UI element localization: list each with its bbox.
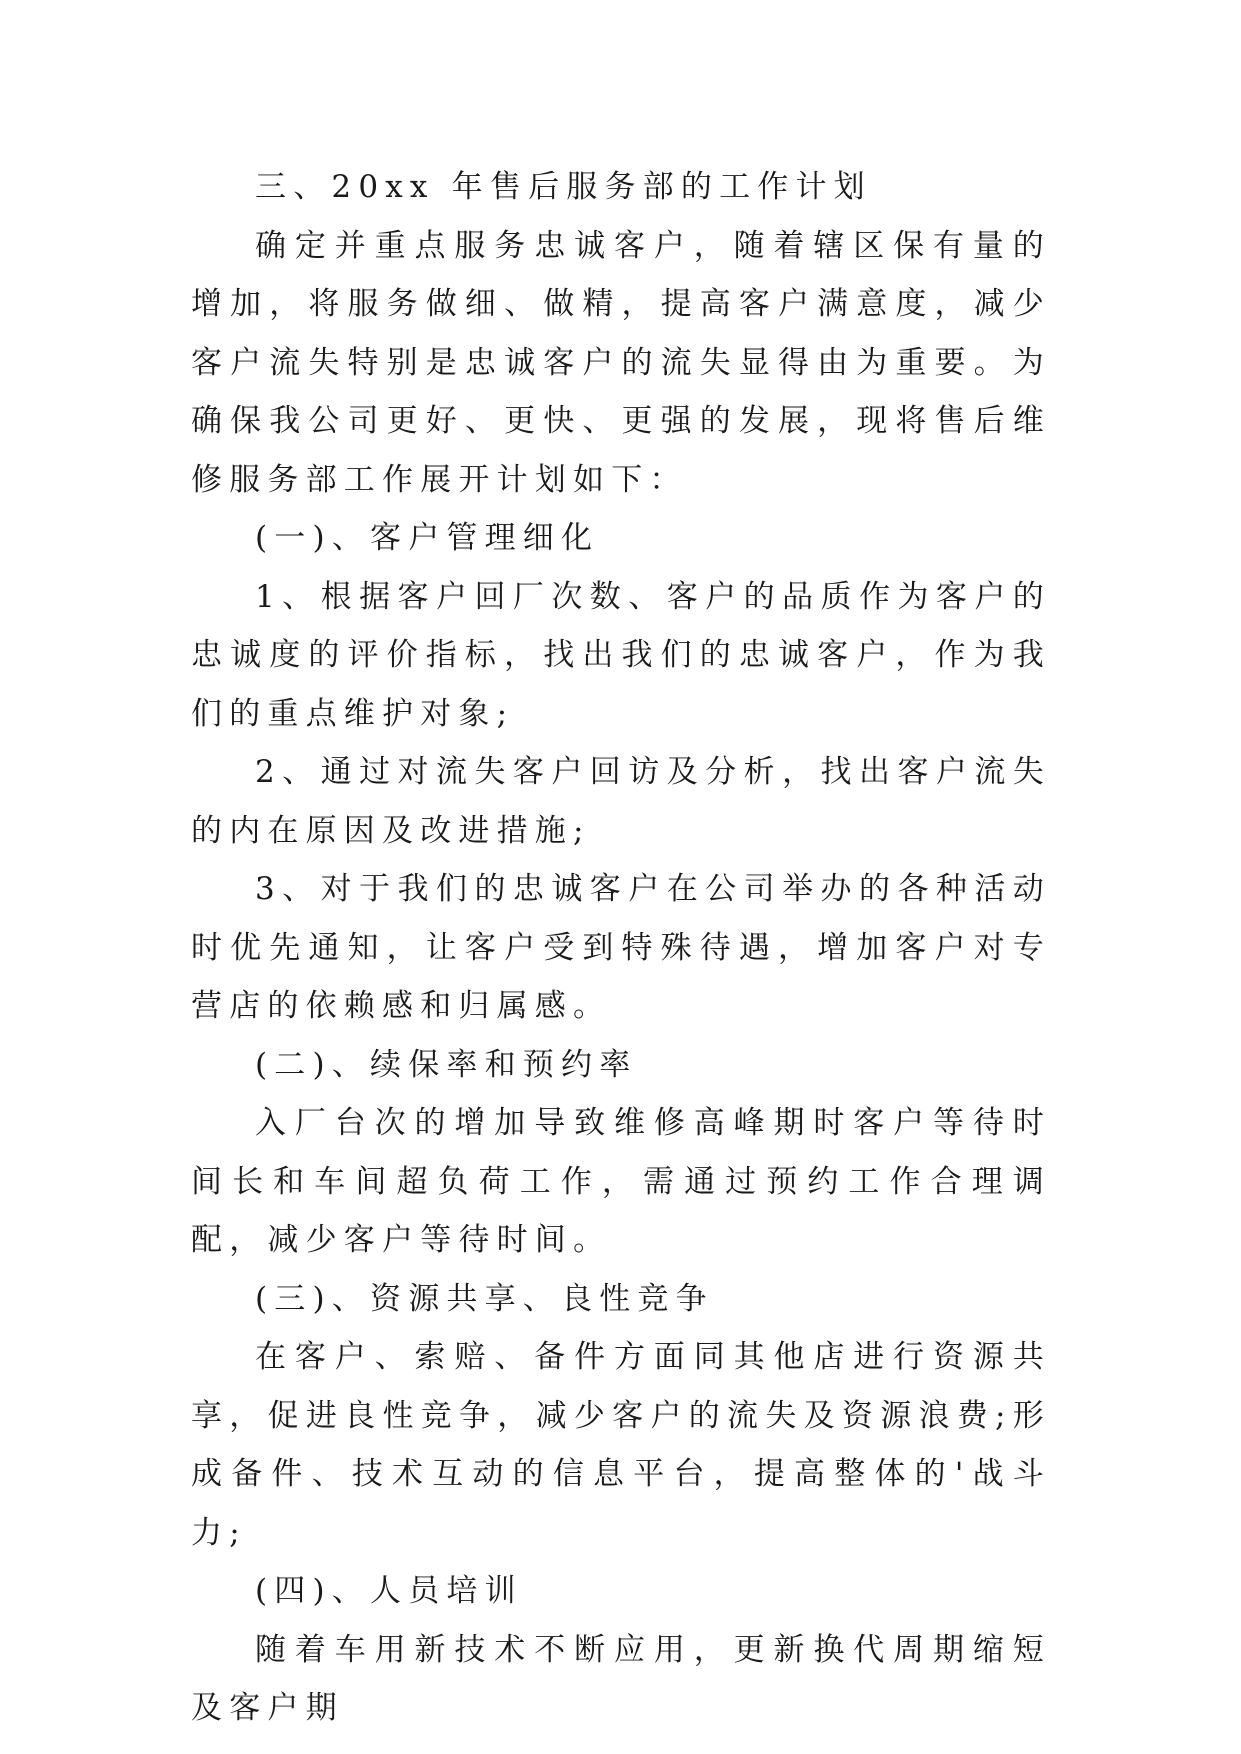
subsection-heading: (四)、人员培训 [255,1573,523,1609]
body-paragraph: 确定并重点服务忠诚客户，随着辖区保有量的增加，将服务做细、做精，提高客户满意度，减少客户流失特别是忠诚客户的流失显得由为重要。为确保我公司更好、更快、更强的发展，现将售后维修服务部工作展开计划如下： [191,227,1051,498]
document-body [191,158,1051,1738]
subsection-heading: (二)、续保率和预约率 [255,1046,638,1083]
body-paragraph: 随着车用新技术不断应用，更新换代周期缩短及客户期 [191,1631,1051,1726]
list-item: 2、通过对流失客户回访及分析，找出客户流失的内在原因及改进措施; [191,754,1051,849]
subsection-heading: (一)、客户管理细化 [255,520,600,556]
list-item: 1、根据客户回厂次数、客户的品质作为客户的忠诚度的评价指标，找出我们的忠诚客户，作为我们的重点维护对象; [191,578,1051,732]
body-paragraph: 入厂台次的增加导致维修高峰期时客户等待时间长和车间超负荷工作，需通过预约工作合理调配，减少客户等待时间。 [191,1105,1051,1258]
subsection-heading: (三)、资源共享、良性竞争 [255,1280,714,1317]
section-heading: 三、20xx 年售后服务部的工作计划 [255,169,872,205]
body-paragraph: 在客户、索赔、备件方面同其他店进行资源共享，促进良性竞争，减少客户的流失及资源浪费;形成备件、技术互动的信息平台，提高整体的'战斗力; [191,1339,1051,1551]
list-item: 3、对于我们的忠诚客户在公司举办的各种活动时优先通知，让客户受到特殊待遇，增加客户对专营店的依赖感和归属感。 [191,871,1051,1024]
